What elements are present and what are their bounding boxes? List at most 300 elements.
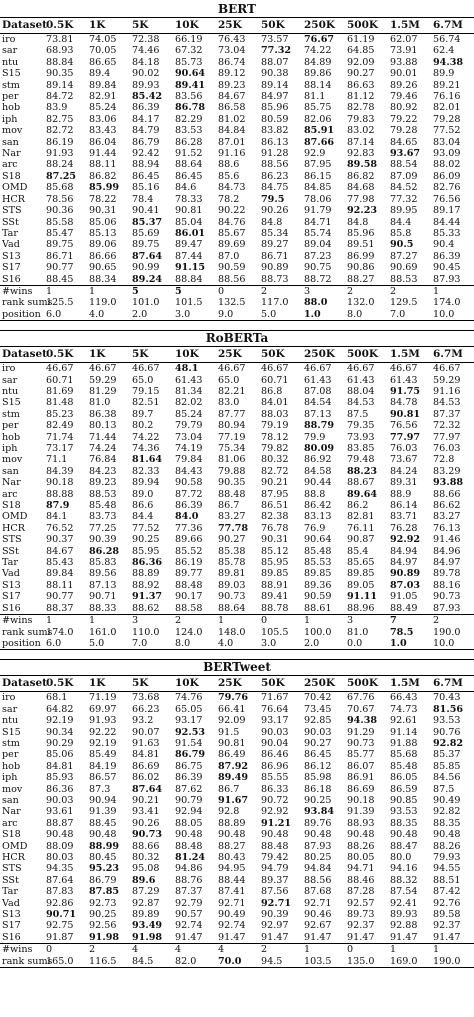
score-cell: 90.87 <box>347 534 375 546</box>
header-size: 5K <box>130 347 173 363</box>
score-cell: 88.87 <box>46 817 74 829</box>
score-cell: 80.43 <box>218 852 246 863</box>
summary-value: 10.0 <box>431 309 474 321</box>
score-cell: 85.68 <box>46 182 74 194</box>
score-cell: 88.45 <box>89 817 117 829</box>
score-cell: 88.11 <box>46 579 74 591</box>
table-row <box>0 262 474 273</box>
score-cell: 93.88 <box>433 477 464 489</box>
score-cell: 89.7 <box>132 408 154 420</box>
score-cell: 87.95 <box>304 159 332 171</box>
score-cell: 88.73 <box>261 273 289 285</box>
score-cell: 85.04 <box>175 216 203 228</box>
score-cell: 90.25 <box>132 534 160 546</box>
dataset-name: per <box>2 420 19 432</box>
score-cell: 78.56 <box>46 193 74 205</box>
score-cell: 87.08 <box>304 385 332 397</box>
summary-value: 0 <box>44 944 87 956</box>
score-cell: 90.18 <box>46 477 74 489</box>
summary-value: 3.0 <box>259 638 302 650</box>
score-cell: 83.27 <box>218 511 246 523</box>
score-cell: 90.75 <box>304 262 332 274</box>
summary-value: 7.0 <box>388 309 431 321</box>
score-cell: 91.47 <box>304 931 332 943</box>
dataset-name: S13 <box>2 579 21 591</box>
score-cell: 91.16 <box>433 385 461 397</box>
summary-value: 8.0 <box>345 309 388 321</box>
table-row <box>0 749 474 760</box>
score-cell: 91.88 <box>390 737 418 749</box>
score-cell: 88.92 <box>132 579 160 591</box>
dataset-name: Nar <box>2 477 21 489</box>
table-row <box>0 432 474 443</box>
score-cell: 86.79 <box>132 136 160 148</box>
table-row <box>0 738 474 749</box>
score-cell: 89.58 <box>347 159 378 171</box>
table-row <box>0 397 474 408</box>
score-cell: 86.96 <box>261 760 289 772</box>
score-cell: 89.37 <box>261 874 289 886</box>
summary-value: 2 <box>431 615 474 627</box>
score-cell: 84.44 <box>433 216 461 228</box>
score-cell: 46.67 <box>261 363 289 375</box>
score-cell: 87.28 <box>347 886 375 898</box>
table-row <box>0 500 474 511</box>
score-cell: 90.89 <box>261 262 289 274</box>
score-cell: 92.19 <box>89 737 117 749</box>
summary-value: 0 <box>259 615 302 627</box>
score-cell: 85.49 <box>89 749 117 761</box>
score-cell: 80.2 <box>132 420 154 432</box>
summary-value: 0.0 <box>345 638 388 650</box>
score-cell: 80.13 <box>89 420 117 432</box>
score-cell: 84.58 <box>304 465 332 477</box>
score-cell: 73.04 <box>218 45 246 57</box>
score-cell: 91.05 <box>390 591 418 603</box>
score-cell: 84.4 <box>132 511 154 523</box>
score-cell: 85.75 <box>304 102 332 114</box>
score-cell: 91.39 <box>89 806 117 818</box>
summary-value: 1 <box>431 944 474 956</box>
score-cell: 87.23 <box>304 250 332 262</box>
dataset-name: STS <box>2 863 22 875</box>
header-size: 25K <box>216 347 259 363</box>
dataset-name: S15 <box>2 397 21 409</box>
header-size: 500K <box>345 347 388 363</box>
score-cell: 89.21 <box>433 79 461 91</box>
score-cell: 92.67 <box>304 920 332 932</box>
score-cell: 87.93 <box>433 602 461 614</box>
score-cell: 88.56 <box>218 273 246 285</box>
score-cell: 86.75 <box>175 760 203 772</box>
score-cell: 87.03 <box>390 579 421 591</box>
dataset-name: iph <box>2 443 18 454</box>
score-cell: 92.53 <box>175 726 206 738</box>
score-cell: 83.9 <box>46 102 68 114</box>
table-row <box>0 932 474 944</box>
table-row <box>0 194 474 205</box>
score-cell: 64.82 <box>46 703 74 715</box>
score-cell: 89.84 <box>89 79 117 91</box>
score-cell: 65.0 <box>132 374 154 386</box>
score-cell: 70.67 <box>347 703 375 715</box>
summary-value: 10.0 <box>431 638 474 650</box>
score-cell: 95.23 <box>89 863 120 875</box>
score-cell: 62.07 <box>390 34 418 45</box>
score-cell: 87.37 <box>433 408 461 420</box>
score-cell: 76.28 <box>390 522 418 534</box>
dataset-name: sar <box>2 374 18 386</box>
summary-value: 70.0 <box>216 956 259 968</box>
score-cell: 85.24 <box>89 102 117 114</box>
score-cell: 62.4 <box>433 45 455 57</box>
summary-value: 100.0 <box>304 626 332 638</box>
score-cell: 83.04 <box>433 136 461 148</box>
score-cell: 88.27 <box>347 273 375 285</box>
score-cell: 92.97 <box>261 920 289 932</box>
score-cell: 89.14 <box>46 79 74 91</box>
score-cell: 84.71 <box>304 216 332 228</box>
score-cell: 73.67 <box>390 454 418 466</box>
score-cell: 73.45 <box>304 703 332 715</box>
summary-value: 2 <box>87 944 130 956</box>
score-cell: 86.7 <box>218 500 240 512</box>
score-cell: 81.64 <box>132 454 163 466</box>
summary-value: 105.5 <box>261 626 289 638</box>
summary-value: 1.0 <box>302 309 345 321</box>
score-cell: 90.37 <box>46 534 74 546</box>
score-cell: 74.22 <box>132 431 160 443</box>
score-cell: 84.19 <box>89 760 117 772</box>
score-cell: 73.17 <box>46 443 74 454</box>
summary-value: 4 <box>130 944 173 956</box>
table-row <box>0 386 474 397</box>
header-size: 0.5K <box>44 676 87 692</box>
score-cell: 76.03 <box>390 443 418 454</box>
score-cell: 83.0 <box>218 397 240 409</box>
header-size: 250K <box>302 676 345 692</box>
score-cell: 76.78 <box>261 522 289 534</box>
score-cell: 87.56 <box>261 886 289 898</box>
score-cell: 77.97 <box>433 431 461 443</box>
score-cell: 85.52 <box>175 545 203 557</box>
score-cell: 91.75 <box>390 385 421 397</box>
summary-value: 1 <box>431 285 474 297</box>
score-cell: 85.13 <box>89 227 117 239</box>
score-cell: 94.38 <box>347 715 378 727</box>
score-cell: 92.09 <box>218 715 246 727</box>
score-cell: 77.78 <box>218 522 249 534</box>
summary-value: 165.0 <box>44 956 87 968</box>
score-cell: 86.18 <box>304 783 332 795</box>
score-cell: 93.41 <box>132 806 160 818</box>
score-cell: 83.29 <box>433 465 461 477</box>
summary-label: rank sums <box>2 955 53 967</box>
score-cell: 80.05 <box>347 852 375 863</box>
summary-value: 3.0 <box>173 309 216 321</box>
score-cell: 79.83 <box>347 113 375 125</box>
score-cell: 88.72 <box>304 273 332 285</box>
score-cell: 88.23 <box>347 465 378 477</box>
score-cell: 85.12 <box>261 545 289 557</box>
score-cell: 73.68 <box>132 692 160 704</box>
score-cell: 91.87 <box>46 931 74 943</box>
score-cell: 89.56 <box>89 568 117 580</box>
score-cell: 86.79 <box>175 749 206 761</box>
score-cell: 90.27 <box>347 68 375 80</box>
score-cell: 92.57 <box>347 897 375 909</box>
table-row <box>0 511 474 522</box>
score-cell: 86.45 <box>175 170 203 182</box>
score-cell: 85.91 <box>304 125 335 137</box>
dataset-name: Nar <box>2 148 21 160</box>
dataset-name: stm <box>2 737 20 749</box>
score-cell: 86.51 <box>261 500 289 512</box>
score-cell: 80.03 <box>46 852 74 863</box>
score-cell: 89.26 <box>390 79 418 91</box>
dataset-name: Nar <box>2 806 21 818</box>
score-cell: 85.77 <box>347 749 375 761</box>
score-cell: 77.32 <box>390 193 418 205</box>
score-cell: 91.93 <box>89 715 117 727</box>
score-cell: 85.78 <box>218 557 246 569</box>
dataset-name: OMD <box>2 182 28 194</box>
dataset-name: S17 <box>2 920 21 932</box>
summary-value: 103.5 <box>302 956 345 968</box>
score-cell: 81.29 <box>89 385 117 397</box>
score-cell: 89.03 <box>218 579 246 591</box>
score-cell: 89.75 <box>46 239 74 251</box>
score-cell: 65.0 <box>218 374 240 386</box>
score-cell: 86.69 <box>347 783 375 795</box>
dataset-name: S15 <box>2 726 21 738</box>
score-cell: 90.01 <box>390 68 418 80</box>
table-row <box>0 898 474 909</box>
score-cell: 82.72 <box>261 465 289 477</box>
dataset-name: Tar <box>2 227 18 239</box>
score-cell: 87.29 <box>132 886 160 898</box>
score-cell: 84.1 <box>46 511 68 523</box>
score-cell: 77.52 <box>433 125 461 137</box>
summary-value: 1 <box>44 615 87 627</box>
table-row <box>0 45 474 56</box>
score-cell: 85.83 <box>89 557 117 569</box>
summary-value: 2 <box>345 285 388 297</box>
score-cell: 88.9 <box>390 488 412 500</box>
score-cell: 88.48 <box>175 840 203 852</box>
score-cell: 90.39 <box>261 909 289 921</box>
score-cell: 91.67 <box>218 794 249 806</box>
dataset-name: stm <box>2 408 20 420</box>
summary-value: 132.0 <box>347 297 375 309</box>
score-cell: 87.0 <box>218 250 240 262</box>
score-cell: 92.23 <box>347 205 378 217</box>
score-cell: 87.95 <box>261 488 289 500</box>
score-cell: 86.62 <box>433 500 461 512</box>
table-row <box>0 251 474 262</box>
score-cell: 88.84 <box>46 56 74 68</box>
summary-value: 94.5 <box>259 956 302 968</box>
score-cell: 90.48 <box>390 829 418 841</box>
score-cell: 69.97 <box>89 703 117 715</box>
summary-value: 3 <box>302 285 345 297</box>
score-cell: 59.29 <box>89 374 117 386</box>
score-cell: 84.39 <box>46 465 74 477</box>
score-cell: 89.17 <box>433 205 461 217</box>
score-cell: 86.28 <box>175 136 203 148</box>
score-cell: 71.44 <box>89 431 117 443</box>
score-cell: 88.37 <box>46 602 74 614</box>
score-cell: 88.93 <box>347 817 375 829</box>
score-cell: 48.1 <box>175 363 199 375</box>
score-cell: 88.54 <box>390 159 418 171</box>
score-cell: 91.15 <box>175 262 206 274</box>
score-cell: 87.41 <box>218 886 246 898</box>
score-cell: 88.49 <box>390 602 418 614</box>
summary-value: 124.0 <box>175 626 203 638</box>
score-cell: 91.63 <box>132 737 160 749</box>
score-cell: 88.16 <box>433 579 461 591</box>
score-cell: 90.35 <box>218 477 246 489</box>
score-cell: 89.9 <box>433 68 455 80</box>
score-cell: 90.77 <box>46 262 74 274</box>
summary-value: 1 <box>87 285 130 297</box>
score-cell: 94.95 <box>218 863 246 875</box>
score-cell: 84.65 <box>390 136 418 148</box>
score-cell: 86.49 <box>218 749 246 761</box>
score-cell: 93.09 <box>433 148 461 160</box>
score-cell: 90.27 <box>304 737 332 749</box>
score-cell: 84.43 <box>175 465 203 477</box>
score-cell: 76.84 <box>89 454 117 466</box>
score-cell: 79.22 <box>390 113 418 125</box>
summary-value: 4.0 <box>87 309 130 321</box>
score-cell: 80.32 <box>261 454 289 466</box>
score-cell: 94.79 <box>261 863 289 875</box>
score-cell: 86.45 <box>132 170 160 182</box>
dataset-name: S17 <box>2 591 21 603</box>
score-cell: 60.71 <box>261 374 289 386</box>
dataset-name: OMD <box>2 511 28 523</box>
score-cell: 86.2 <box>347 500 369 512</box>
score-cell: 91.54 <box>175 737 203 749</box>
score-cell: 88.45 <box>46 273 74 285</box>
dataset-name: Vad <box>2 897 20 909</box>
score-cell: 91.47 <box>390 931 418 943</box>
score-cell: 90.48 <box>46 829 74 841</box>
dataset-name: Tar <box>2 886 18 898</box>
score-cell: 80.92 <box>390 102 418 114</box>
score-cell: 92.9 <box>304 148 326 160</box>
header-dataset: Dataset <box>0 18 44 34</box>
dataset-name: STS <box>2 534 22 546</box>
score-cell: 81.24 <box>175 852 206 863</box>
score-cell: 75.34 <box>218 443 246 454</box>
score-cell: 87.93 <box>304 840 332 852</box>
score-cell: 73.57 <box>261 34 289 45</box>
header-size: 6.7M <box>431 347 474 363</box>
score-cell: 83.82 <box>261 125 289 137</box>
score-cell: 89.93 <box>132 79 160 91</box>
score-cell: 90.5 <box>390 239 414 251</box>
score-cell: 86.28 <box>89 545 120 557</box>
summary-value: 9.0 <box>216 309 259 321</box>
score-cell: 87.62 <box>175 783 203 795</box>
score-cell: 82.81 <box>347 511 375 523</box>
score-cell: 86.39 <box>132 102 160 114</box>
score-cell: 79.19 <box>261 420 289 432</box>
summary-value: 174.0 <box>433 297 461 309</box>
dataset-name: HCR <box>2 852 25 863</box>
score-cell: 85.06 <box>89 216 117 228</box>
score-cell: 88.09 <box>46 840 74 852</box>
table-body <box>0 692 474 944</box>
score-cell: 85.93 <box>46 772 74 784</box>
header-size: 1.5M <box>388 347 431 363</box>
score-cell: 92.79 <box>175 897 203 909</box>
score-cell: 93.84 <box>304 806 335 818</box>
score-cell: 86.05 <box>390 772 418 784</box>
score-cell: 84.85 <box>304 182 332 194</box>
score-cell: 88.56 <box>261 159 289 171</box>
score-cell: 56.74 <box>433 34 461 45</box>
score-cell: 73.04 <box>175 431 203 443</box>
results-table <box>0 346 474 650</box>
score-cell: 79.5 <box>261 193 285 205</box>
score-cell: 89.47 <box>175 239 203 251</box>
score-cell: 86.69 <box>132 760 160 772</box>
dataset-name: S17 <box>2 262 21 274</box>
table-row <box>0 454 474 465</box>
summary-value: 1 <box>216 615 259 627</box>
score-cell: 83.53 <box>175 125 203 137</box>
score-cell: 86.63 <box>347 79 375 91</box>
score-cell: 86.02 <box>132 772 160 784</box>
score-cell: 80.09 <box>304 443 335 454</box>
score-cell: 90.18 <box>347 794 375 806</box>
summary-row <box>0 944 474 956</box>
summary-label: #wins <box>0 285 44 297</box>
score-cell: 82.91 <box>89 91 117 103</box>
score-cell: 89.41 <box>175 79 206 91</box>
dataset-name: ntu <box>2 56 19 68</box>
score-cell: 71.74 <box>46 431 74 443</box>
score-cell: 90.38 <box>261 68 289 80</box>
summary-value: 6.0 <box>44 309 87 321</box>
dataset-name: Tar <box>2 557 18 569</box>
score-cell: 89.78 <box>433 568 461 580</box>
summary-value: 116.5 <box>87 956 130 968</box>
score-cell: 92.92 <box>390 534 421 546</box>
score-cell: 92.74 <box>218 920 246 932</box>
score-cell: 76.67 <box>304 34 335 45</box>
dataset-name: iro <box>2 363 16 375</box>
score-cell: 66.41 <box>218 703 246 715</box>
score-cell: 80.94 <box>218 420 246 432</box>
dataset-name: S15 <box>2 68 21 80</box>
dataset-name: hob <box>2 102 21 114</box>
score-cell: 87.37 <box>175 886 203 898</box>
summary-value: 174.0 <box>46 626 74 638</box>
score-cell: 85.73 <box>175 56 203 68</box>
score-cell: 88.61 <box>304 602 332 614</box>
score-cell: 84.81 <box>46 760 74 772</box>
score-cell: 61.43 <box>390 374 418 386</box>
score-cell: 88.44 <box>218 874 246 886</box>
score-cell: 91.16 <box>218 148 246 160</box>
score-cell: 90.59 <box>218 262 246 274</box>
table-row <box>0 489 474 500</box>
